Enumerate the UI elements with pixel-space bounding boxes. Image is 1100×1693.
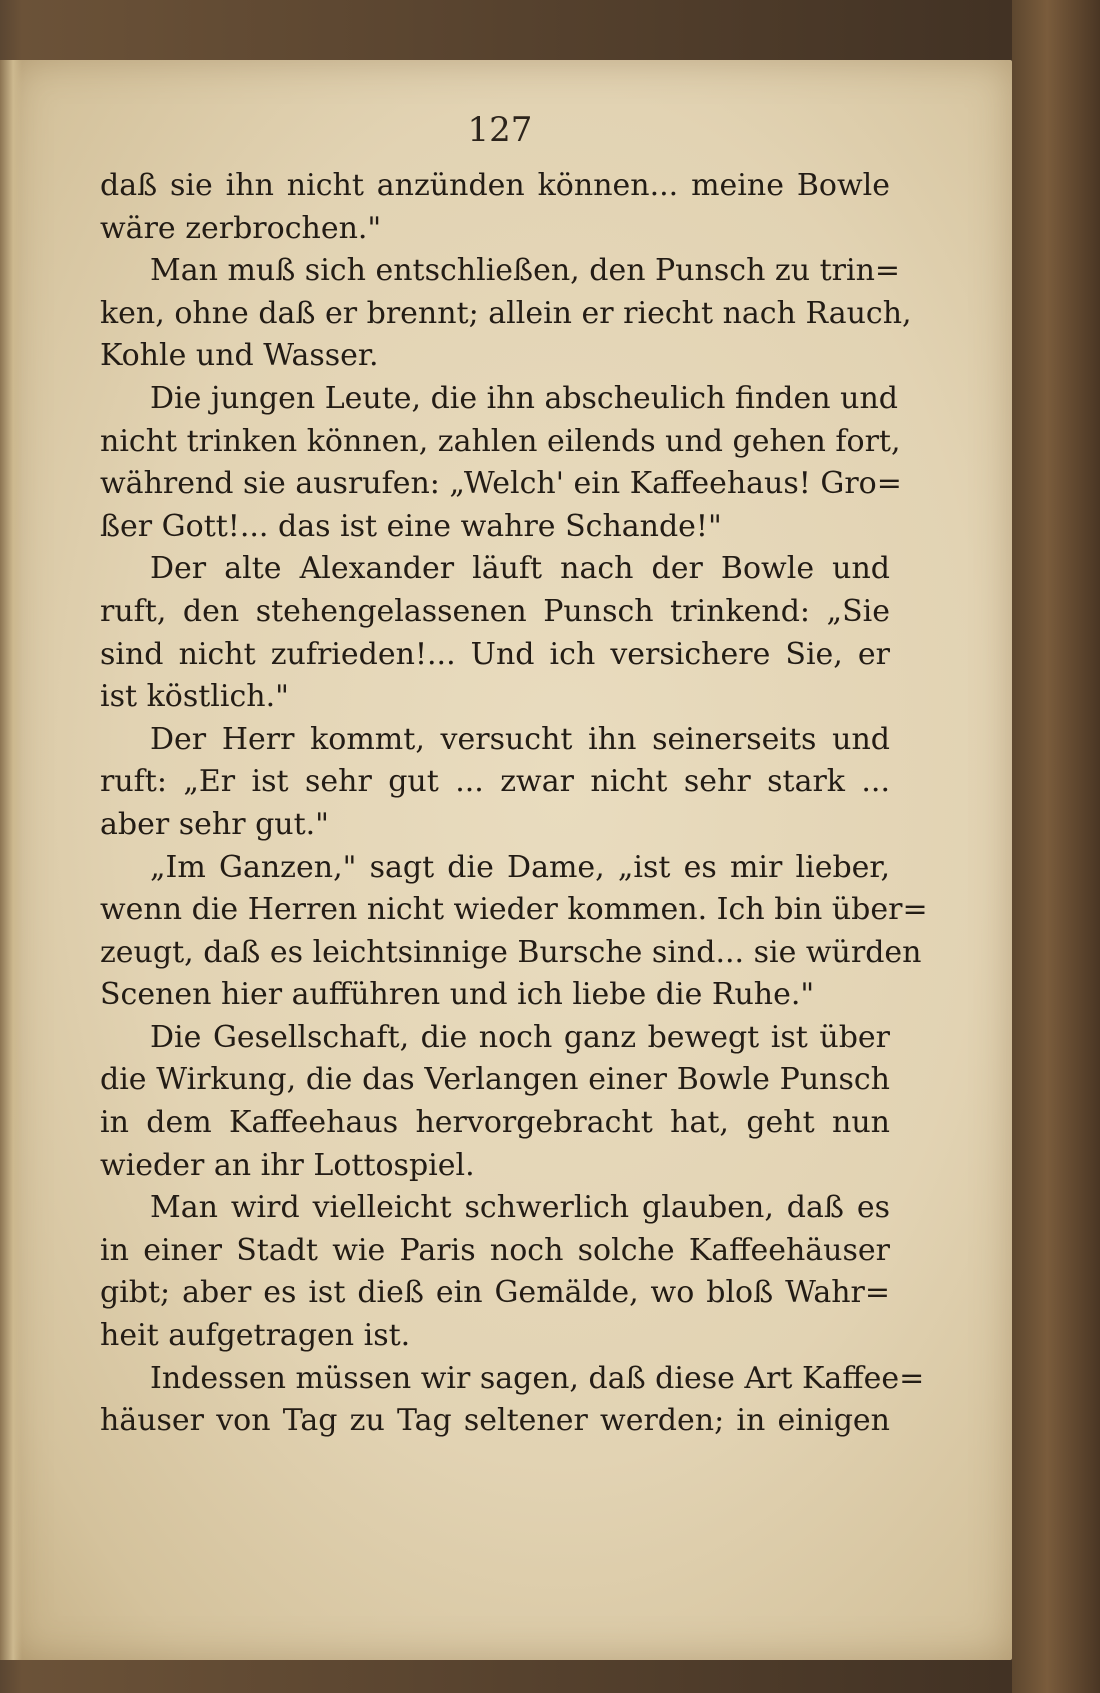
text-line: gibt; aber es ist dieß ein Gemälde, wo bloß Wahr=: [100, 1275, 890, 1311]
text-line: Man wird vielleicht schwerlich glauben, daß es: [150, 1190, 890, 1226]
text-line: Scenen hier aufführen und ich liebe die Ruhe.": [100, 977, 815, 1013]
text-line: daß sie ihn nicht anzünden können... meine Bowle: [100, 168, 890, 203]
book-cover-edge: [1012, 0, 1100, 1693]
text-line: nicht trinken können, zahlen eilends und gehen fort,: [100, 423, 901, 459]
text-line: ken, ohne daß er brennt; allein er riecht nach Rauch,: [100, 295, 912, 331]
text-line: wäre zerbrochen.": [100, 210, 382, 246]
text-line: „Im Ganzen," sagt die Dame, „ist es mir lieber,: [150, 849, 890, 885]
text-line: heit aufgetragen ist.: [100, 1318, 411, 1354]
text-line: Indessen müssen wir sagen, daß diese Art Kaffee=: [150, 1360, 925, 1396]
text-line: Der alte Alexander läuft nach der Bowle und: [150, 551, 890, 587]
text-line: die Wirkung, die das Verlangen einer Bowle Punsch: [100, 1062, 890, 1098]
text-line: häuser von Tag zu Tag seltener werden; in einigen: [100, 1403, 890, 1439]
text-line: ruft, den stehengelassenen Punsch trinkend: „Sie: [100, 593, 890, 629]
text-line: ist köstlich.": [100, 679, 289, 715]
text-line: wenn die Herren nicht wieder kommen. Ich bin über=: [100, 892, 928, 928]
text-line: Die jungen Leute, die ihn abscheulich finden und: [150, 380, 898, 416]
text-line: Kohle und Wasser.: [100, 338, 379, 374]
text-line: sind nicht zufrieden!... Und ich versichere Sie, er: [100, 636, 890, 672]
text-line: aber sehr gut.": [100, 806, 329, 842]
text-line: Der Herr kommt, versucht ihn seinerseits und: [150, 721, 890, 757]
text-line: Die Gesellschaft, die noch ganz bewegt ist über: [150, 1019, 890, 1055]
page-number: 127: [467, 110, 533, 150]
text-line: wieder an ihr Lottospiel.: [100, 1147, 475, 1183]
book-spine-shadow: [0, 60, 22, 1660]
text-line: ßer Gott!... das ist eine wahre Schande!": [100, 508, 722, 544]
text-line: während sie ausrufen: „Welch' ein Kaffeehaus! Gro=: [100, 466, 902, 502]
text-line: ruft: „Er ist sehr gut ... zwar nicht sehr stark ...: [100, 764, 890, 800]
text-line: in dem Kaffeehaus hervorgebracht hat, geht nun: [100, 1105, 890, 1141]
text-line: in einer Stadt wie Paris noch solche Kaffeehäuser: [100, 1232, 890, 1268]
body-text: [100, 165, 928, 1443]
text-line: zeugt, daß es leichtsinnige Bursche sind... sie würden: [100, 934, 922, 970]
text-line: Man muß sich entschließen, den Punsch zu trin=: [150, 253, 901, 289]
